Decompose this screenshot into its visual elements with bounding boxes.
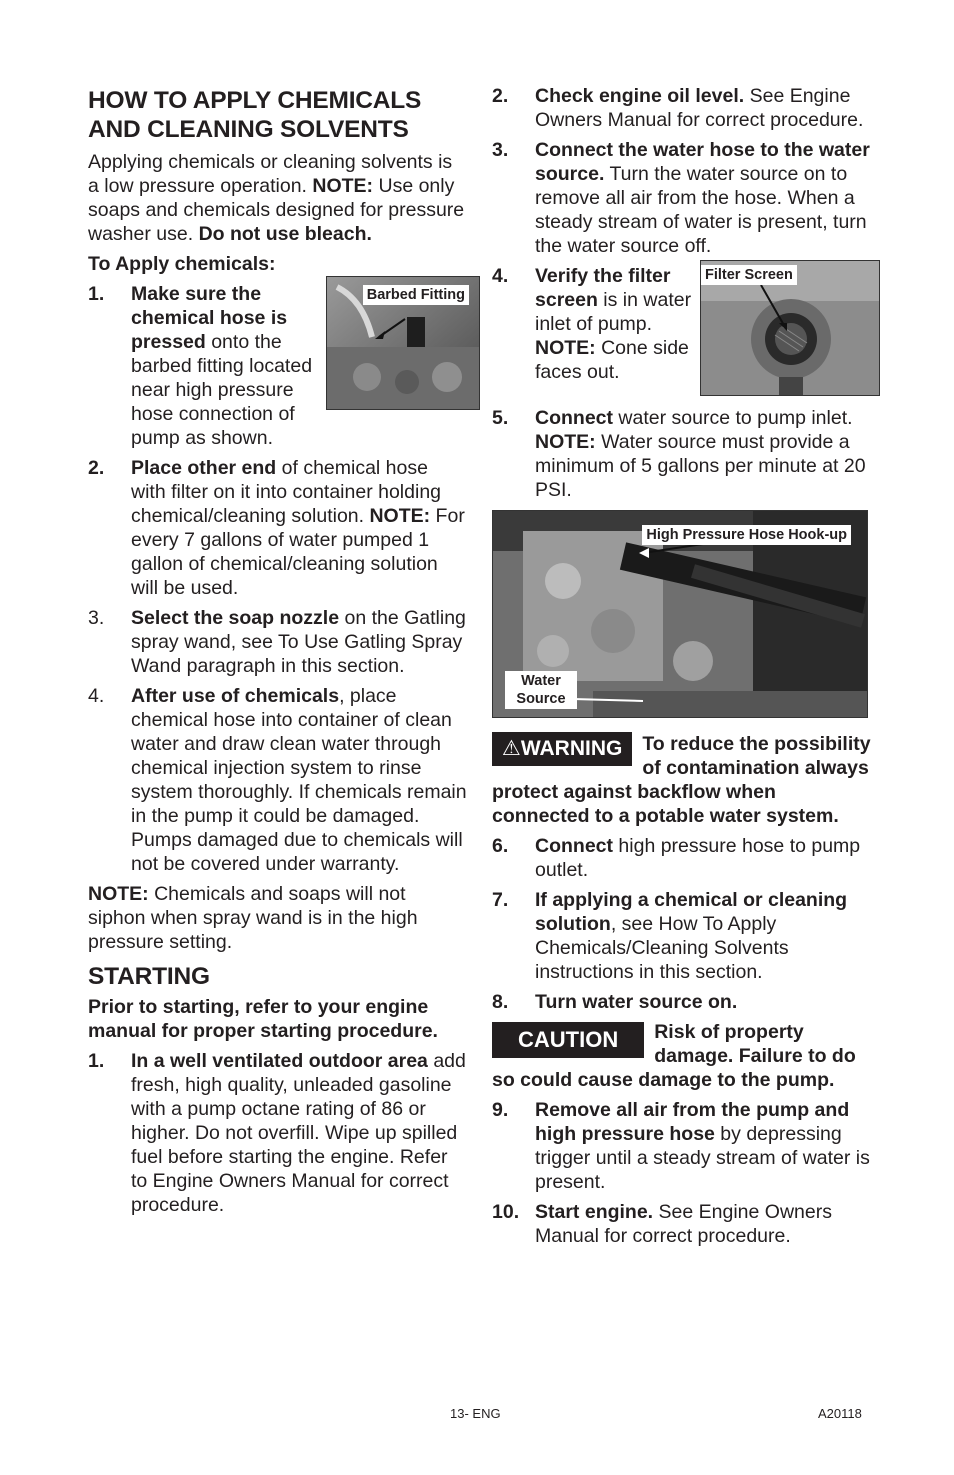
step-text: See Engine Owners Manual for correct procedure. xyxy=(535,85,864,131)
step-number: 1. xyxy=(88,283,105,305)
step-bold: Verify the filter screen xyxy=(535,265,671,311)
step-bold: Connect xyxy=(535,835,613,857)
step-bold: After use of chemicals xyxy=(131,685,340,707)
list-item xyxy=(492,834,872,882)
list-item xyxy=(88,684,468,876)
note-label: NOTE: xyxy=(88,883,149,905)
step-number: 2. xyxy=(88,457,105,479)
step-number: 7. xyxy=(492,889,509,911)
step-text: Water source must provide a minimum of 5 gallons per minute at 20 PSI. xyxy=(535,431,866,501)
step-text: Turn the water source on to remove all air from the hose. When a steady stream of water is present, turn the water source off. xyxy=(535,163,867,257)
list-item xyxy=(492,990,872,1014)
list-item xyxy=(492,138,872,258)
bleach-warning: Do not use bleach. xyxy=(198,223,372,245)
list-item xyxy=(492,888,872,984)
step-number: 6. xyxy=(492,835,509,857)
caution-block xyxy=(492,1020,872,1092)
barbed-fitting-photo xyxy=(326,276,480,410)
step-text: is in water inlet of pump. xyxy=(535,289,692,335)
section-heading-starting: STARTING xyxy=(88,963,210,990)
caution-badge: CAUTION xyxy=(492,1022,644,1058)
list-item xyxy=(492,264,872,400)
step-bold: Place other end xyxy=(131,457,277,479)
step-bold: Start engine. xyxy=(535,1201,654,1223)
note-label: NOTE: xyxy=(535,431,596,453)
step-text: add fresh, high quality, unleaded gasoline with a pump octane rating of 86 or higher. Do not overfill. Wipe up spilled fuel before starting the engine. Refer to Engine Owners Manual for correct procedure. xyxy=(131,1050,466,1216)
step-text: , see How To Apply Chemicals/Cleaning Solvents instructions in this section. xyxy=(535,913,789,983)
starting-instructions: Prior to starting, refer to your engine manual for proper starting procedure. xyxy=(88,996,438,1042)
step-bold: Connect xyxy=(535,407,613,429)
step-number: 4. xyxy=(88,685,105,707)
starting-steps-list xyxy=(88,1049,468,1217)
step-text: , place chemical hose into container of clean water and draw clean water through chemical injection system to rinse system thoroughly. If chemicals remain in the pump it could be damaged. Pumps damaged due to chemicals will not be covered under warranty. xyxy=(131,685,467,875)
list-item xyxy=(492,84,872,132)
high-pressure-hose-label: High Pressure Hose Hook-up xyxy=(642,525,851,545)
left-column xyxy=(88,86,468,1223)
step-text: on the Gatling spray wand, see To Use Gatling Spray Wand paragraph in this section. xyxy=(131,607,466,677)
list-item xyxy=(492,1200,872,1248)
step-number: 3. xyxy=(88,607,105,629)
step-number: 8. xyxy=(492,991,509,1013)
step-bold: Check engine oil level. xyxy=(535,85,745,107)
barbed-fitting-label: Barbed Fitting xyxy=(363,285,469,305)
step-bold: Connect the water hose to the water source. xyxy=(535,139,870,185)
siphon-note xyxy=(88,882,468,954)
subheading-apply-chemicals: To Apply chemicals: xyxy=(88,253,276,275)
note-label: NOTE: xyxy=(312,175,374,197)
list-item xyxy=(492,1098,872,1194)
note-label: NOTE: xyxy=(535,337,596,359)
step-text: onto the barbed fitting located near high pressure hose connection of pump as shown. xyxy=(131,331,313,449)
filter-screen-label: Filter Screen xyxy=(701,265,797,285)
intro-text: Applying chemicals or cleaning solvents is a low pressure operation. xyxy=(88,151,453,197)
step-number: 5. xyxy=(492,407,509,429)
pump-hookup-photo xyxy=(492,510,868,718)
intro-note-text: Use only soaps and chemicals designed for pressure washer use. xyxy=(88,175,465,245)
section-heading-chemicals: HOW TO APPLY CHEMICALS AND CLEANING SOLVENTS xyxy=(88,87,422,143)
list-item xyxy=(88,282,468,450)
right-column xyxy=(492,86,872,1254)
continued-steps-list xyxy=(492,84,872,502)
chemical-steps-list xyxy=(88,282,468,876)
step-bold: Turn water source on. xyxy=(535,991,738,1013)
list-item xyxy=(492,406,872,502)
step-number: 4. xyxy=(492,265,509,287)
step-text: of chemical hose with filter on it into container holding chemical/cleaning solution. xyxy=(131,457,442,527)
warning-text: To reduce the possibility of contamination always protect against backflow when connected to a potable water system. xyxy=(492,733,871,827)
warning-triangle-icon: ⚠ xyxy=(502,737,521,760)
step-bold: If applying a chemical or cleaning solution xyxy=(535,889,848,935)
step-text: high pressure hose to pump outlet. xyxy=(535,835,861,881)
continued-steps-list-3 xyxy=(492,1098,872,1248)
document-code: A20118 xyxy=(818,1406,862,1421)
step-number: 2. xyxy=(492,85,509,107)
step-number: 9. xyxy=(492,1099,509,1121)
step-bold: Make sure the chemical hose is pressed xyxy=(131,283,288,353)
list-item xyxy=(88,1049,468,1217)
intro-paragraph xyxy=(88,150,468,246)
step-bold: Select the soap nozzle xyxy=(131,607,340,629)
filter-screen-photo xyxy=(700,260,880,396)
page-number: 13- ENG xyxy=(450,1406,501,1421)
step-bold: In a well ventilated outdoor area xyxy=(131,1050,428,1072)
water-source-label: Water Source xyxy=(505,671,577,709)
step-text: by depressing trigger until a steady stream of water is present. xyxy=(535,1123,870,1193)
step-bold: Remove all air from the pump and high pressure hose xyxy=(535,1099,850,1145)
step-number: 3. xyxy=(492,139,509,161)
step-text: See Engine Owners Manual for correct procedure. xyxy=(535,1201,832,1247)
note-label: NOTE: xyxy=(369,505,431,527)
warning-block xyxy=(492,732,872,828)
list-item xyxy=(88,606,468,678)
step-number: 1. xyxy=(88,1050,105,1072)
step-text: Cone side faces out. xyxy=(535,337,689,383)
step-number: 10. xyxy=(492,1201,520,1223)
step-text: water source to pump inlet. xyxy=(613,407,853,429)
warning-label: WARNING xyxy=(520,737,623,760)
warning-badge xyxy=(492,732,632,766)
step-text: For every 7 gallons of water pumped 1 gallon of chemical/cleaning solution will be used. xyxy=(131,505,465,599)
note-text: Chemicals and soaps will not siphon when spray wand is in the high pressure setting. xyxy=(88,883,418,953)
caution-text: Risk of property damage. Failure to do so could cause damage to the pump. xyxy=(492,1021,856,1091)
list-item xyxy=(88,456,468,600)
continued-steps-list-2 xyxy=(492,834,872,1014)
